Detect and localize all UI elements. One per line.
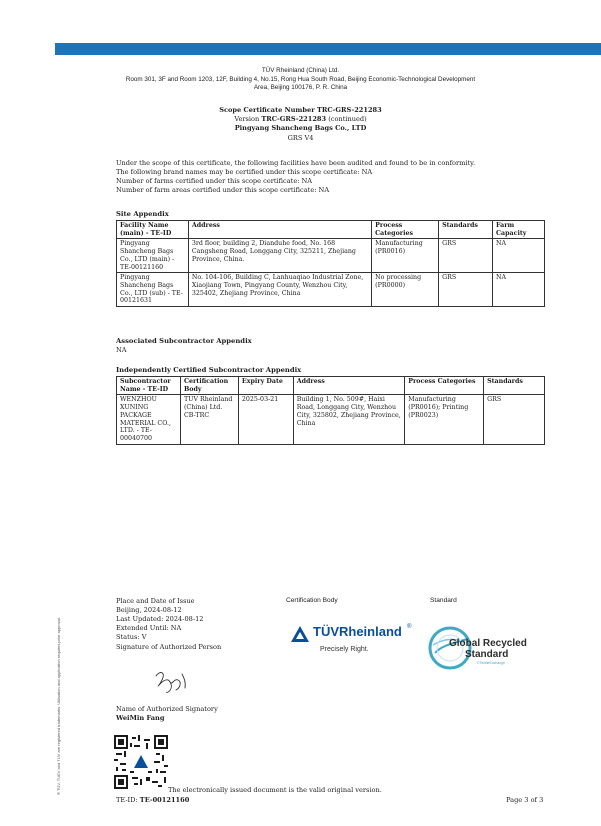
intro-line-4: Number of farm areas certified under this scope certificate: NA <box>116 186 330 194</box>
trademark-side-note <box>56 585 64 795</box>
grs-title-line2: Standard <box>465 649 509 660</box>
table-cell: 3rd floor, building 2, Dianduhe food, No. 168 Cangsheng Road, Longgang City, 325211, Zhejiang Province, China. <box>188 239 371 273</box>
place-date-label: Place and Date of Issue <box>116 597 195 605</box>
issuer-address-line1: Room 301, 3F and Room 1203, 12F, Building 4, No.15, Rong Hua South Road, Beijing Economic-Technological Development <box>125 76 476 83</box>
last-updated: Last Updated: 2024-08-12 <box>116 615 204 623</box>
version-prefix: Version <box>234 115 260 123</box>
table-header-row <box>117 377 545 395</box>
column-header: Process Categories <box>405 377 484 395</box>
table-cell: NA <box>493 239 545 273</box>
electronic-original-note: The electronically issued document is the valid original version. <box>168 786 382 794</box>
authorized-signatory-name: WeiMin Fang <box>116 714 165 722</box>
table-cell: Pingyang Shancheng Bags Co., LTD (sub) - TE-00121631 <box>117 273 189 307</box>
table-cell: Manufacturing (PR0016) <box>372 239 439 273</box>
version-value: TRC-GRS-221283 <box>261 115 327 123</box>
te-id-prefix: TE-ID: <box>116 796 138 804</box>
issuer-name: TÜV Rheinland (China) Ltd. <box>261 67 340 74</box>
column-header: Certification Body <box>180 377 238 395</box>
tuv-wordmark: TÜVRheinland <box>313 624 402 639</box>
authorized-signatory-label: Name of Authorized Signatory <box>116 705 218 713</box>
table-cell: Building 1, No. 509#, Haixi Road, Longgang City, Wenzhou City, 325802, Zhejiang Province, China <box>293 395 405 444</box>
tuv-triangle-icon <box>290 625 310 643</box>
column-header: Address <box>188 221 371 239</box>
table-row <box>117 273 545 307</box>
table-cell: Pingyang Shancheng Bags Co., LTD (main) - TE-00121160 <box>117 239 189 273</box>
table-cell: No. 104-106, Building C, Lanhuaqiao Industrial Zone, Xiaojiang Town, Pingyang County, Wenzhou City, 325402, Zhejiang Province, China <box>188 273 371 307</box>
te-id-value: TE-00121160 <box>139 796 190 804</box>
column-header: Facility Name (main) - TE-ID <box>117 221 189 239</box>
tuv-registered-mark: ® <box>407 624 412 630</box>
column-header: Subcontractor Name - TE-ID <box>117 377 181 395</box>
column-header: Process Categories <box>372 221 439 239</box>
extended-until: Extended Until: NA <box>116 624 182 632</box>
global-recycled-standard-logo <box>427 617 527 681</box>
column-header: Farm Capacity <box>493 221 545 239</box>
table-cell: GRS <box>439 273 493 307</box>
associated-subcontractor-value: NA <box>116 346 127 354</box>
version-suffix: (continued) <box>328 115 367 123</box>
table-cell: GRS <box>439 239 493 273</box>
column-header: Standards <box>439 221 493 239</box>
associated-subcontractor-title: Associated Subcontractor Appendix <box>116 337 252 345</box>
intro-line-1: Under the scope of this certificate, the following facilities have been audited and found to be in conformity. <box>116 159 476 167</box>
table-row <box>117 395 545 444</box>
table-row <box>117 239 545 273</box>
table-cell: TUV Rheinland (China) Ltd. CB-TRC <box>180 395 238 444</box>
table-cell: 2025-03-21 <box>238 395 293 444</box>
te-id <box>116 796 189 805</box>
table-cell: NA <box>493 273 545 307</box>
header-color-bar <box>55 43 601 55</box>
table-header-row <box>117 221 545 239</box>
independent-subcontractor-title: Independently Certified Subcontractor Appendix <box>116 366 302 374</box>
column-header: Expiry Date <box>238 377 293 395</box>
status: Status: V <box>116 633 147 641</box>
grs-title-line1: Global Recycled <box>449 638 527 649</box>
certificate-version <box>0 115 601 124</box>
tuv-tagline: Precisely Right. <box>320 646 369 653</box>
column-header: Standards <box>484 377 545 395</box>
standard-version: GRS V4 <box>287 134 314 142</box>
table-cell: Manufacturing (PR0016); Printing (PR0023) <box>405 395 484 444</box>
place-date-value: Beijing, 2024-08-12 <box>116 606 182 614</box>
issuer-address-line2: Area, Beijing 100176, P. R. China <box>253 84 348 91</box>
table-cell: No processing (PR0000) <box>372 273 439 307</box>
certificate-number: Scope Certificate Number TRC-GRS-221283 <box>219 106 382 114</box>
certification-body-label: Certification Body <box>286 597 338 604</box>
tuv-rheinland-logo <box>288 623 418 663</box>
column-header: Address <box>293 377 405 395</box>
signature-label: Signature of Authorized Person <box>116 643 222 651</box>
certificate-holder: Pingyang Shancheng Bags Co., LTD <box>234 124 367 132</box>
grs-subtext: ©TextileExchange <box>477 661 506 665</box>
qr-code <box>114 735 168 789</box>
site-appendix-title: Site Appendix <box>116 210 169 218</box>
intro-line-2: The following brand names may be certified under this scope certificate: NA <box>116 168 373 176</box>
intro-line-3: Number of farms certified under this scope certificate: NA <box>116 177 313 185</box>
table-cell: WENZHOU XUNING PACKAGE MATERIAL CO., LTD. - TE-00040700 <box>117 395 181 444</box>
handwritten-signature <box>152 668 192 696</box>
page-number: Page 3 of 3 <box>506 796 544 804</box>
site-appendix-table <box>116 220 545 307</box>
standard-label: Standard <box>430 597 457 604</box>
independent-subcontractor-table <box>116 376 545 445</box>
trademark-side-note-text: ® TÜV, TUEV and TUV are registered trademarks. Utilisation and application requires prior approval. <box>56 617 61 795</box>
table-cell: GRS <box>484 395 545 444</box>
